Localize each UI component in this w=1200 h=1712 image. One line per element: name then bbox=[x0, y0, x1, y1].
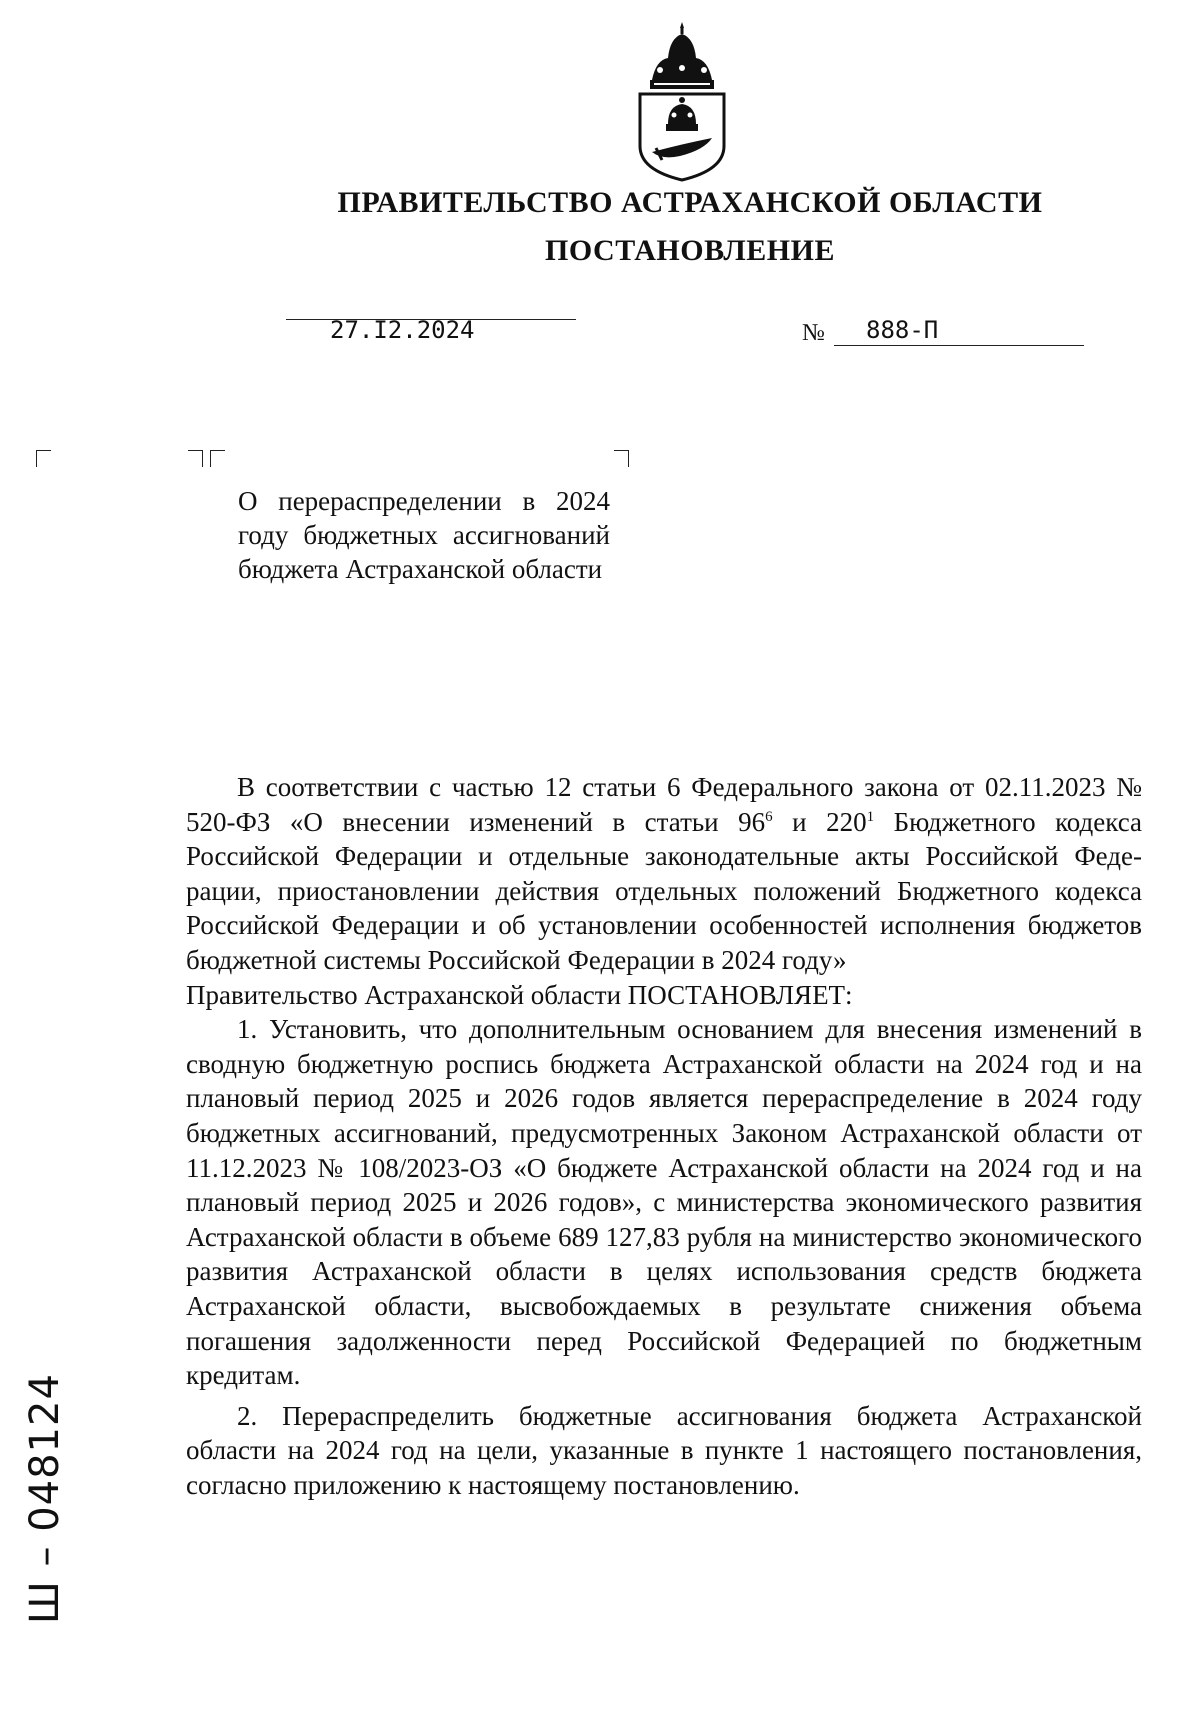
superscript: 6 bbox=[765, 808, 773, 825]
preamble-paragraph bbox=[186, 770, 1142, 978]
document-body bbox=[186, 770, 1142, 1502]
superscript: 1 bbox=[866, 808, 875, 825]
subject-corner-mark bbox=[210, 450, 225, 467]
government-title: ПРАВИТЕЛЬСТВО АСТРАХАНСКОЙ ОБЛАСТИ bbox=[337, 186, 1043, 219]
decree-line: Правительство Астраханской области ПОСТАНОВЛЯЕТ: bbox=[186, 979, 853, 1010]
document-subject: О перераспределении в 2024 году бюджетных ассигнований бюджета Астраханской области bbox=[238, 486, 610, 584]
serial-number-stamp bbox=[16, 1373, 76, 1624]
clause-2: 2. Перераспределить бюджетные ассигнования бюджета Астраханской области на 2024 год на цели, указанные в пункте 1 настоящего постановления, согласно приложению к настоящему постановлению. bbox=[186, 1400, 1142, 1500]
preamble-text: В соответствии с частью 12 статьи 6 Федерального закона от 02.11.2023 № 520-ФЗ «О внесении изменений в статьи 96 bbox=[186, 772, 1142, 837]
document-type-title: ПОСТАНОВЛЕНИЕ bbox=[545, 234, 835, 267]
coat-of-arms-emblem bbox=[632, 20, 732, 182]
subject-corner-mark bbox=[614, 450, 629, 467]
document-number: 888-П bbox=[866, 316, 939, 344]
serial-number-text: Ш – 048124 bbox=[22, 1373, 68, 1624]
preamble-text: и 220 bbox=[772, 806, 867, 837]
margin-corner-mark bbox=[36, 450, 51, 467]
date-underline bbox=[286, 319, 576, 320]
clause-1: 1. Установить, что дополнительным основанием для внесения изменений в сводную бюджетную роспись бюджета Астраханской области на 2024 год и на плановый период 2025 и 2026 годов является перераспределение в 2024 году бюджетных ассигнований, предусмотренных Законом Астраханской области от 11.12.2023 № 108/2023-ОЗ «О бюджете Астраханской области на 2024 год и на плановый период 2025 и 2026 годов», с министерства экономического развития Астраханской области в объеме 689 127,83 рубля на министерство экономического развития Астраханской области в целях использования средств бюджета Астраханской области, высвобождаемых в результате снижения объема погашения задолженности перед Российской Федерацией по бюджетным кредитам. bbox=[186, 1014, 1142, 1391]
number-underline bbox=[834, 345, 1084, 346]
document-date: 27.I2.2024 bbox=[330, 316, 475, 344]
preamble-text: Бюджетного кодекса Российской Федерации и отдельные законодательные акты Российской Федерации, приостановлении действия отдельных положений Бюджетного кодекса Российской Федерации и об установлении особенностей исполнения бюджетов бюджетной системы Российской Федерации в 2024 году» bbox=[186, 806, 1142, 975]
subject-corner-mark bbox=[188, 450, 203, 467]
number-sign: № bbox=[802, 320, 825, 346]
